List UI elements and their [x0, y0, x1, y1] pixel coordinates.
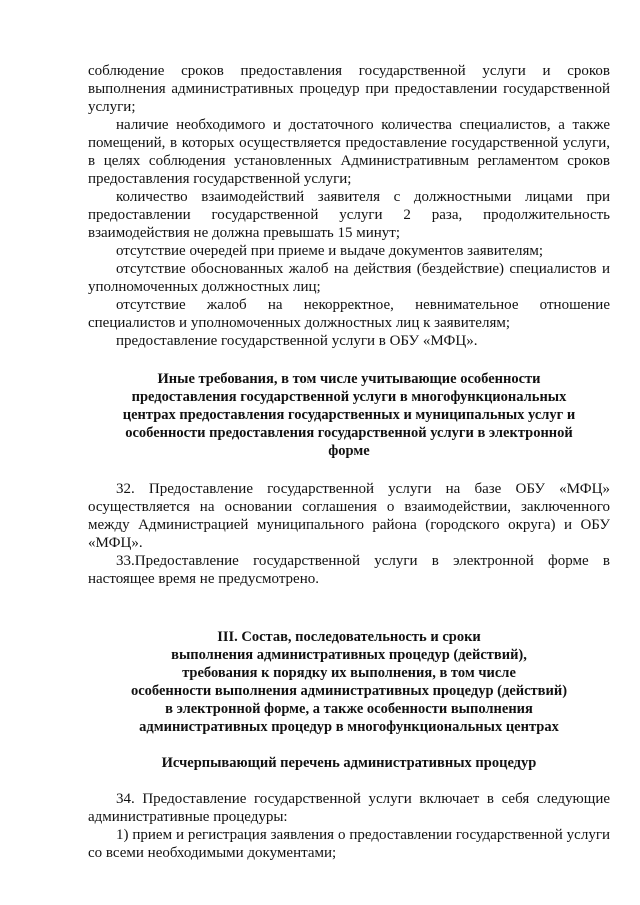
- heading-line: административных процедур в многофункциональных центрах: [139, 719, 559, 735]
- heading-line: выполнения административных процедур (действий),: [171, 647, 527, 663]
- paragraph-group-34: [88, 790, 610, 862]
- heading-line: III. Состав, последовательность и сроки: [217, 629, 481, 645]
- heading-line: форме: [328, 443, 370, 459]
- heading-line: особенности выполнения административных процедур (действий): [130, 683, 568, 699]
- heading-line: особенности предоставления государственной услуги в электронной: [125, 425, 573, 441]
- heading-line: требования к порядку их выполнения, в том числе: [182, 665, 516, 681]
- criterion-mfc-provision: предоставление государственной услуги в ОБУ «МФЦ».: [116, 333, 478, 349]
- criterion-deadlines: соблюдение сроков предоставления государственной услуги и сроков выполнения административных процедур при предоставлении государственной услуги;: [88, 63, 610, 115]
- criterion-interactions: количество взаимодействий заявителя с должностными лицами при предоставлении государственной услуги 2 раза, продолжительность взаимодействия не должна превышать 15 минут;: [88, 189, 610, 241]
- procedures-subheading: Исчерпывающий перечень административных процедур: [161, 755, 537, 771]
- heading-line: Иные требования, в том числе учитывающие особенности: [157, 371, 541, 387]
- page-content: [88, 62, 610, 862]
- paragraph-32: 32. Предоставление государственной услуги на базе ОБУ «МФЦ» осуществляется на основании соглашения о взаимодействии, заключенного между Администрацией муниципального района (городского округа) и ОБУ «МФЦ».: [88, 481, 610, 551]
- paragraph-33: 33.Предоставление государственной услуги в электронной форме в настоящее время не предусмотрено.: [88, 553, 610, 587]
- heading-line: предоставления государственной услуги в многофункциональных: [131, 389, 567, 405]
- paragraph-34-item-1: 1) прием и регистрация заявления о предоставлении государственной услуги со всеми необходимыми документами;: [88, 827, 610, 861]
- criterion-no-justified-complaints: отсутствие обоснованных жалоб на действия (бездействие) специалистов и уполномоченных должностных лиц;: [88, 261, 610, 295]
- heading-line: в электронной форме, а также особенности выполнения: [165, 701, 533, 717]
- heading-line: центрах предоставления государственных и муниципальных услуг и: [122, 407, 576, 423]
- paragraph-group-32-33: [88, 480, 610, 588]
- criterion-staff-premises: наличие необходимого и достаточного количества специалистов, а также помещений, в которых осуществляется предоставление государственной услуги, в целях соблюдения установленных Административным регламентом сроков предоставления государственной услуги;: [88, 117, 610, 187]
- section-3-heading: [88, 628, 610, 736]
- criterion-no-queues: отсутствие очередей при приеме и выдаче документов заявителям;: [116, 243, 544, 259]
- paragraph-34: 34. Предоставление государственной услуги включает в себя следующие административные процедуры:: [88, 791, 610, 825]
- other-requirements-heading: [88, 370, 610, 460]
- criterion-no-conduct-complaints: отсутствие жалоб на некорректное, невнимательное отношение специалистов и уполномоченных должностных лиц к заявителям;: [88, 297, 610, 331]
